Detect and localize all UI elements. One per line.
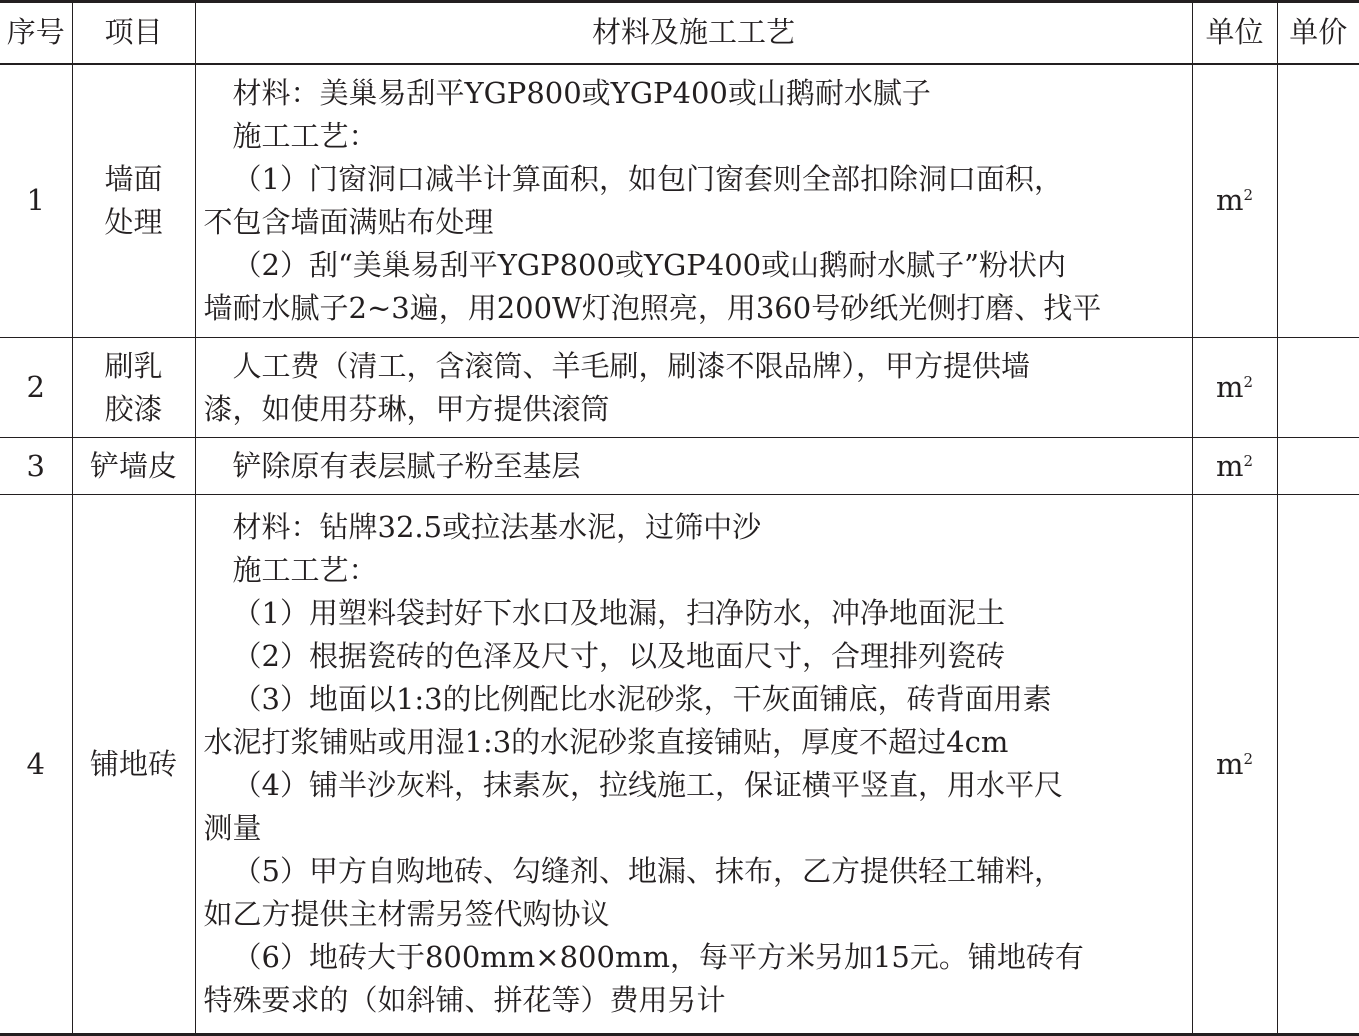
item-name-line: 铲墙皮: [89, 448, 177, 483]
description-line: 墙耐水腻子2~3遍，用200W灯泡照亮，用360号砂纸光侧打磨、找平: [203, 290, 1102, 325]
row-item: [72, 338, 195, 438]
item-name-line: 刷乳: [104, 348, 163, 383]
description-line: （2）根据瓷砖的色泽及尺寸，以及地面尺寸，合理排列瓷砖: [232, 639, 1005, 673]
unit-exponent: 2: [1243, 749, 1254, 768]
row-unit: [1192, 338, 1277, 438]
row-item: [72, 64, 195, 338]
item-name-line: 胶漆: [104, 391, 163, 426]
header-no: 序号: [0, 2, 72, 64]
table-row: [0, 495, 1359, 1035]
row-description: [195, 438, 1192, 495]
description-line: （2）刮“美巢易刮平YGP800或YGP400或山鹅耐水腻子”粉状内: [232, 247, 1066, 282]
row-price: [1277, 64, 1359, 338]
description-line: 测量: [203, 811, 262, 845]
row-item: [72, 438, 195, 495]
row-number: 2: [0, 338, 72, 438]
description-line: 材料：美巢易刮平YGP800或YGP400或山鹅耐水腻子: [232, 75, 931, 110]
description-line: 材料：钻牌32.5或拉法基水泥，过筛中沙: [232, 510, 762, 544]
table-header-row: [0, 2, 1359, 64]
table-row: [0, 338, 1359, 438]
row-price: [1277, 438, 1359, 495]
row-unit: [1192, 64, 1277, 338]
description-line: 漆，如使用芬琳，甲方提供滚筒: [203, 391, 610, 426]
row-number: 4: [0, 495, 72, 1035]
row-unit: [1192, 438, 1277, 495]
description-line: 施工工艺：: [232, 118, 378, 153]
unit-exponent: 2: [1243, 451, 1254, 470]
header-item: 项目: [72, 2, 195, 64]
item-name-line: 处理: [104, 204, 163, 239]
unit-base: m: [1215, 183, 1244, 218]
description-line: 水泥打浆铺贴或用湿1:3的水泥砂浆直接铺贴，厚度不超过4cm: [203, 725, 1009, 759]
unit-base: m: [1215, 370, 1244, 404]
description-line: （1）用塑料袋封好下水口及地漏，扫净防水，冲净地面泥土: [232, 596, 1005, 630]
description-line: 特殊要求的（如斜铺、拼花等）费用另计: [203, 983, 726, 1017]
table-row: [0, 64, 1359, 338]
table-row: [0, 438, 1359, 495]
row-description: [195, 64, 1192, 338]
description-line: 不包含墙面满贴布处理: [203, 204, 494, 239]
description-line: 铲除原有表层腻子粉至基层: [232, 448, 581, 483]
description-line: （1）门窗洞口减半计算面积，如包门窗套则全部扣除洞口面积，: [232, 161, 1063, 196]
row-item: [72, 495, 195, 1035]
unit-exponent: 2: [1243, 186, 1254, 205]
row-number: 1: [0, 64, 72, 338]
description-line: （3）地面以1:3的比例配比水泥砂浆，干灰面铺底，砖背面用素: [232, 682, 1052, 716]
row-price: [1277, 338, 1359, 438]
row-description: [195, 495, 1192, 1035]
unit-base: m: [1215, 746, 1244, 781]
row-description: [195, 338, 1192, 438]
header-desc: 材料及施工工艺: [195, 2, 1192, 64]
row-unit: [1192, 495, 1277, 1035]
header-price: 单价: [1277, 2, 1359, 64]
header-unit: 单位: [1192, 2, 1277, 64]
description-line: （5）甲方自购地砖、勾缝剂、地漏、抹布，乙方提供轻工辅料，: [232, 854, 1063, 888]
row-number: 3: [0, 438, 72, 495]
row-price: [1277, 495, 1359, 1035]
item-name-line: 铺地砖: [89, 746, 177, 781]
description-line: 人工费（清工，含滚筒、羊毛刷，刷漆不限品牌），甲方提供墙: [232, 348, 1031, 383]
description-line: （6）地砖大于800mm×800mm，每平方米另加15元。铺地砖有: [232, 940, 1084, 974]
description-line: 如乙方提供主材需另签代购协议: [203, 897, 610, 931]
description-line: 施工工艺：: [232, 553, 378, 587]
unit-exponent: 2: [1243, 373, 1254, 391]
description-line: （4）铺半沙灰料，抹素灰，拉线施工，保证横平竖直，用水平尺: [232, 768, 1063, 802]
unit-base: m: [1215, 448, 1244, 483]
item-name-line: 墙面: [104, 161, 163, 196]
